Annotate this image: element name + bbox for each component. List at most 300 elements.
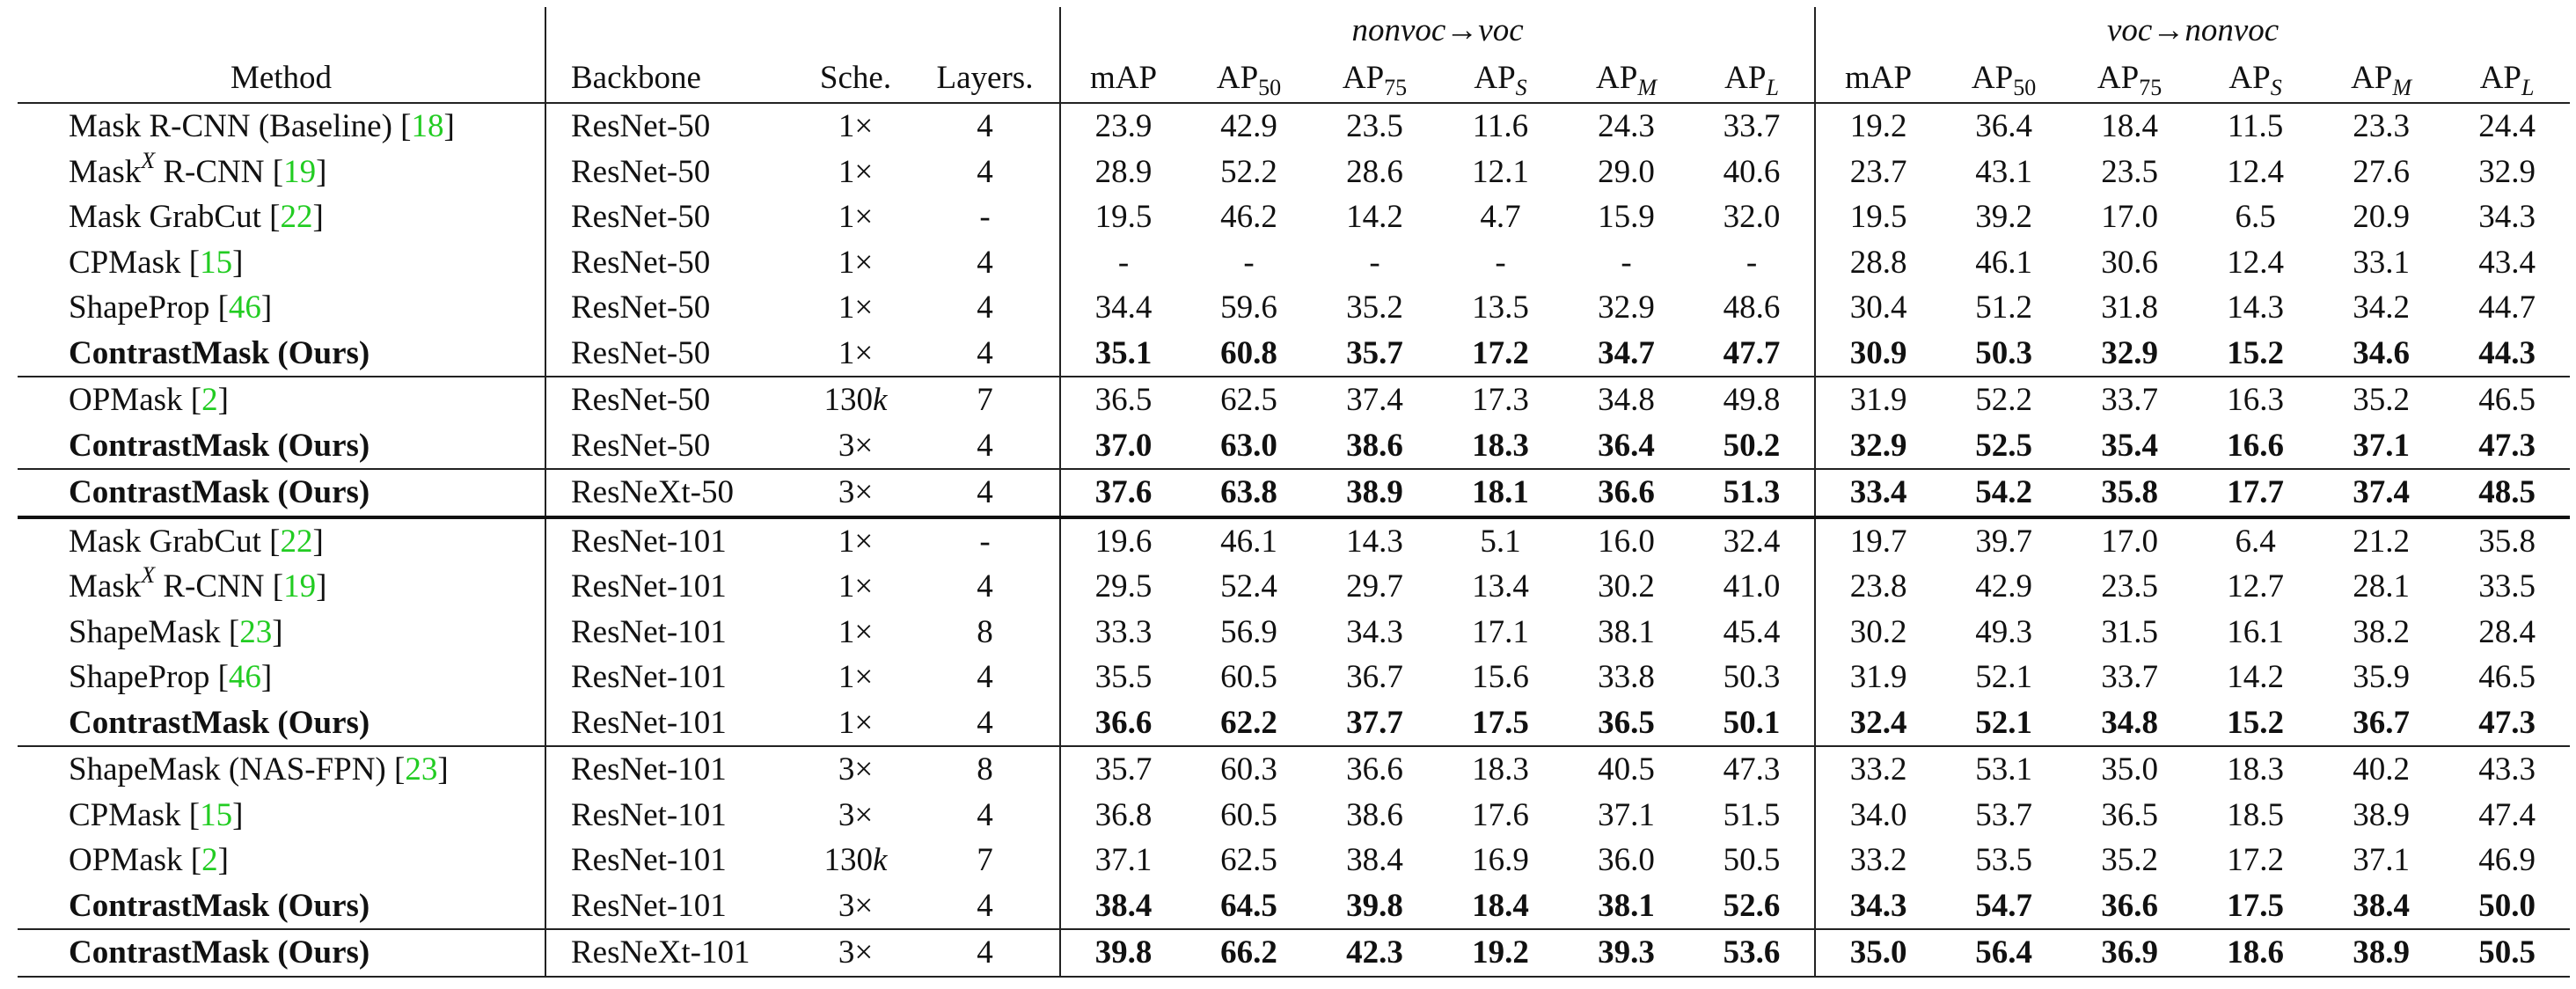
metric-value: 49.8	[1689, 377, 1815, 423]
metric-value: 36.6	[1563, 469, 1689, 517]
metric-value: 33.5	[2478, 568, 2536, 605]
backbone-cell: ResNeXt-50	[545, 469, 801, 517]
metric-value: 51.3	[1689, 469, 1815, 517]
metric-value: 66.2	[1186, 929, 1312, 977]
header-blank-cell	[801, 7, 911, 55]
header-metric: mAP	[1060, 55, 1186, 103]
metric-value: 30.6	[2101, 244, 2158, 281]
metric-value: -	[1060, 240, 1186, 286]
metric-value: 23.7	[1815, 150, 1941, 195]
results-table	[18, 7, 2570, 978]
metric-value: 46.5	[2478, 659, 2536, 696]
header-metric: $AP_M$	[2318, 55, 2444, 103]
method-cell	[18, 700, 545, 747]
header-group-row	[18, 7, 2570, 55]
schedule-cell: 1×	[838, 613, 874, 650]
schedule-cell: 1×	[838, 153, 874, 190]
metric-value: 54.2	[1941, 469, 2067, 517]
metric-value: 35.9	[2353, 659, 2410, 696]
table-row	[18, 469, 2570, 517]
method-cell: ShapeProp [46]	[69, 289, 273, 326]
table-row	[18, 331, 2570, 377]
metric-value: 30.9	[1815, 331, 1941, 377]
backbone-cell: ResNet-50	[545, 423, 801, 470]
metric-value: 37.1	[2353, 427, 2410, 464]
metric-value: 50.3	[1975, 334, 2032, 371]
layers-cell: 7	[977, 842, 993, 879]
metric-value: 35.4	[2101, 427, 2158, 464]
backbone-cell: ResNet-50	[545, 194, 801, 240]
metric-value: 38.1	[1598, 613, 1655, 650]
layers-cell: 4	[977, 704, 993, 741]
backbone-cell: ResNet-50	[545, 103, 801, 150]
metric-value: 15.9	[1598, 199, 1655, 236]
metric-value: 35.2	[2318, 377, 2444, 423]
metric-value: 36.8	[1060, 793, 1186, 839]
layers-cell: 4	[977, 244, 993, 281]
table-row	[18, 564, 2570, 610]
method-cell: ShapeMask (NAS-FPN) [23]	[18, 746, 545, 793]
metric-value: 15.6	[1472, 659, 1529, 696]
header-blank-cell	[911, 7, 1060, 55]
metric-value: 12.4	[2227, 244, 2284, 281]
citation-link[interactable]: 22	[280, 523, 313, 560]
schedule-cell: 1×	[801, 517, 911, 565]
method-name: ContrastMask (Ours)	[69, 934, 370, 971]
metric-value: 33.7	[2067, 377, 2192, 423]
schedule-cell: 1×	[838, 199, 874, 236]
group-label-voc-to-nonvoc: voc→nonvoc	[1815, 7, 2570, 55]
layers-cell: 4	[977, 659, 993, 696]
metric-value: 33.7	[2101, 659, 2158, 696]
header-method: Method	[18, 55, 545, 103]
metric-value: 13.4	[1472, 568, 1529, 605]
metric-value: 53.1	[1941, 746, 2067, 793]
metric-value: 50.5	[1723, 842, 1781, 879]
metric-value: 31.9	[1815, 377, 1941, 423]
metric-value: 38.9	[1312, 469, 1438, 517]
metric-value: 40.2	[2318, 746, 2444, 793]
method-name: Mask	[69, 153, 142, 190]
header-backbone: Backbone	[545, 55, 801, 103]
method-name: CPMask	[69, 796, 181, 833]
metric-value: 35.8	[2444, 517, 2570, 565]
backbone-cell: ResNet-50	[545, 240, 801, 286]
backbone-cell: ResNet-101	[545, 610, 801, 656]
metric-value: 17.7	[2192, 469, 2318, 517]
metric-value: 34.8	[2101, 704, 2158, 741]
layers-cell: 4	[911, 469, 1060, 517]
metric-value: 53.7	[1975, 796, 2032, 833]
method-name: Mask GrabCut	[69, 199, 261, 236]
metric-value: 18.1	[1438, 469, 1563, 517]
metric-value: 23.8	[1815, 564, 1941, 610]
citation-link[interactable]: 46	[228, 659, 261, 696]
method-name: Mask R-CNN (Baseline)	[69, 108, 392, 145]
metric-value: 15.2	[2227, 704, 2284, 741]
table-row	[18, 883, 2570, 930]
metric-value: 30.2	[1598, 568, 1655, 605]
metric-value: 52.1	[1975, 659, 2032, 696]
layers-cell: 4	[977, 427, 993, 464]
schedule-cell: 130k	[801, 377, 911, 423]
metric-value: 16.3	[2192, 377, 2318, 423]
layers-cell: 8	[911, 746, 1060, 793]
method-name: ContrastMask (Ours)	[69, 887, 370, 924]
metric-value: 47.3	[2478, 704, 2536, 741]
method-cell	[18, 929, 545, 977]
metric-value: 19.2	[1815, 103, 1941, 150]
layers-cell: 4	[977, 289, 993, 326]
metric-value: 38.6	[1346, 796, 1403, 833]
metric-value: 47.3	[2478, 427, 2536, 464]
metric-value: 29.0	[1598, 153, 1655, 190]
metric-value: 63.0	[1220, 427, 1277, 464]
method-name: OPMask	[69, 382, 183, 419]
metric-value: 6.5	[2235, 199, 2276, 236]
backbone-cell: ResNet-50	[545, 285, 801, 331]
metric-value: 47.4	[2478, 796, 2536, 833]
citation-link[interactable]: 23	[405, 751, 438, 788]
method-name: ContrastMask (Ours)	[69, 474, 370, 511]
metric-value: 35.1	[1060, 331, 1186, 377]
table-row	[18, 517, 2570, 565]
metric-value: 23.5	[1346, 108, 1403, 145]
metric-value: 34.3	[1815, 883, 1941, 930]
schedule-cell: 3×	[838, 887, 874, 924]
metric-value: 6.4	[2192, 517, 2318, 565]
metric-value: 36.4	[1598, 427, 1655, 464]
layers-cell: 4	[977, 153, 993, 190]
metric-value: 34.3	[1346, 613, 1403, 650]
citation-link[interactable]: 15	[200, 796, 233, 833]
metric-value: 35.8	[2067, 469, 2192, 517]
metric-value: 36.7	[2353, 704, 2410, 741]
metric-value: 24.4	[2478, 108, 2536, 145]
backbone-cell: ResNet-101	[545, 700, 801, 747]
metric-value: 17.0	[2101, 199, 2158, 236]
method-name: ShapeProp	[69, 659, 210, 696]
citation-link[interactable]: 19	[283, 568, 317, 605]
table-row	[18, 838, 2570, 883]
metric-value: 18.4	[1472, 887, 1529, 924]
metric-value: 40.5	[1563, 746, 1689, 793]
metric-value: 28.1	[2353, 568, 2410, 605]
citation-link[interactable]: 22	[280, 199, 313, 236]
metric-value: 36.5	[1598, 704, 1655, 741]
metric-value: 38.9	[2353, 796, 2410, 833]
layers-cell: 7	[911, 377, 1060, 423]
metric-value: 52.1	[1975, 704, 2032, 741]
schedule-cell: 1×	[838, 659, 874, 696]
citation-link[interactable]: 46	[228, 289, 261, 326]
metric-value: 35.7	[1346, 334, 1403, 371]
metric-value: 35.0	[2067, 746, 2192, 793]
metric-value: 53.5	[1975, 842, 2032, 879]
metric-value: 48.5	[2444, 469, 2570, 517]
metric-value: 30.2	[1815, 610, 1941, 656]
metric-value: 60.3	[1186, 746, 1312, 793]
metric-value: 34.8	[1563, 377, 1689, 423]
method-cell: ShapeProp [46]	[69, 659, 273, 696]
metric-value: 62.5	[1186, 377, 1312, 423]
metric-value: 39.8	[1346, 887, 1403, 924]
table-row	[18, 194, 2570, 240]
metric-value: 60.5	[1220, 659, 1277, 696]
method-name: ContrastMask (Ours)	[69, 334, 370, 371]
header-metric: $AP_M$	[1563, 55, 1689, 103]
metric-value: 11.6	[1472, 108, 1529, 145]
metric-value: 40.6	[1723, 153, 1781, 190]
backbone-cell: ResNet-101	[545, 517, 801, 565]
layers-cell: -	[911, 517, 1060, 565]
metric-value: 34.2	[2353, 289, 2410, 326]
metric-value: 36.6	[2101, 887, 2158, 924]
header-metric: $AP_{50}$	[1941, 55, 2067, 103]
metric-value: 16.9	[1472, 842, 1529, 879]
metric-value: 30.4	[1815, 285, 1941, 331]
metric-value: 44.7	[2478, 289, 2536, 326]
metric-value: 27.6	[2353, 153, 2410, 190]
metric-value: 37.1	[2353, 842, 2410, 879]
method-cell: Mask$^X$ R-CNN [19]	[69, 147, 327, 190]
metric-value: 51.2	[1975, 289, 2032, 326]
metric-value: 23.5	[2101, 153, 2158, 190]
metric-value: 33.3	[1060, 610, 1186, 656]
metric-value: -	[1243, 244, 1255, 281]
metric-value: 46.9	[2478, 842, 2536, 879]
metric-value: 33.7	[1723, 108, 1781, 145]
metric-value: 4.7	[1480, 199, 1521, 236]
metric-value: 34.7	[1598, 334, 1655, 371]
metric-value: 38.4	[2353, 887, 2410, 924]
schedule-cell: 1×	[838, 568, 874, 605]
metric-value: 17.1	[1472, 613, 1529, 650]
header-metric: mAP	[1815, 55, 1941, 103]
metric-value: 39.3	[1563, 929, 1689, 977]
layers-cell: 4	[977, 108, 993, 145]
metric-value: 56.4	[1941, 929, 2067, 977]
schedule-cell: 3×	[801, 746, 911, 793]
backbone-cell: ResNet-101	[545, 838, 801, 883]
metric-value: 17.5	[2227, 887, 2284, 924]
metric-value: 50.0	[2478, 887, 2536, 924]
header-metric: $AP_{75}$	[1312, 55, 1438, 103]
metric-value: -	[1745, 244, 1758, 281]
metric-value: 52.2	[1220, 153, 1277, 190]
metric-value: 18.6	[2192, 929, 2318, 977]
metric-value: 19.6	[1060, 517, 1186, 565]
layers-cell: 4	[977, 887, 993, 924]
header-metric: $AP_S$	[1438, 55, 1563, 103]
method-cell: CPMask [15]	[69, 244, 244, 281]
table-row	[18, 700, 2570, 747]
table-row	[18, 746, 2570, 793]
metric-value: 45.4	[1723, 613, 1781, 650]
schedule-cell: 1×	[838, 289, 874, 326]
citation-link[interactable]: 2	[201, 382, 218, 419]
metric-value: 37.4	[1312, 377, 1438, 423]
header-metric: $AP_L$	[1689, 55, 1815, 103]
metric-value: 31.5	[2101, 613, 2158, 650]
metric-value: 12.1	[1472, 153, 1529, 190]
metric-value: 38.4	[1346, 842, 1403, 879]
metric-value: 24.3	[1598, 108, 1655, 145]
metric-value: 37.1	[1060, 838, 1186, 883]
metric-value: 14.2	[1346, 199, 1403, 236]
metric-value: 42.3	[1312, 929, 1438, 977]
backbone-cell: ResNet-50	[545, 377, 801, 423]
metric-value: 19.7	[1815, 517, 1941, 565]
metric-value: 48.6	[1723, 289, 1781, 326]
method-cell: OPMask [2]	[18, 377, 545, 423]
header-blank-cell	[18, 7, 545, 55]
method-cell: Mask GrabCut [22]	[69, 199, 324, 236]
metric-value: 14.2	[2227, 659, 2284, 696]
metric-value: 18.5	[2227, 796, 2284, 833]
metric-value: 37.1	[1598, 796, 1655, 833]
schedule-cell: 3×	[801, 929, 911, 977]
metric-value: 36.6	[1312, 746, 1438, 793]
backbone-cell: ResNet-101	[545, 883, 801, 930]
metric-value: 29.5	[1060, 564, 1186, 610]
metric-value: 5.1	[1438, 517, 1563, 565]
metric-value: 63.8	[1186, 469, 1312, 517]
metric-value: 51.5	[1723, 796, 1781, 833]
metric-value: 19.5	[1815, 194, 1941, 240]
table-row	[18, 793, 2570, 839]
metric-value: 38.6	[1346, 427, 1403, 464]
citation-link[interactable]: 15	[200, 244, 233, 281]
schedule-cell: 3×	[838, 796, 874, 833]
metric-value: 46.1	[1186, 517, 1312, 565]
metric-value: 17.2	[2227, 842, 2284, 879]
method-cell: Mask R-CNN (Baseline) [18]	[69, 108, 455, 145]
metric-value: 43.4	[2478, 244, 2536, 281]
metric-value: 38.1	[1598, 887, 1655, 924]
layers-cell: 8	[977, 613, 993, 650]
metric-value: -	[1369, 244, 1380, 281]
metric-value: 16.1	[2227, 613, 2284, 650]
metric-value: 13.5	[1472, 289, 1529, 326]
metric-value: 18.3	[1438, 746, 1563, 793]
metric-value: 32.9	[1815, 423, 1941, 470]
method-name: Mask	[69, 568, 142, 605]
metric-value: 41.0	[1723, 568, 1781, 605]
metric-value: 31.8	[2101, 289, 2158, 326]
metric-value: 33.1	[2353, 244, 2410, 281]
table-row	[18, 610, 2570, 656]
metric-value: 52.5	[1975, 427, 2032, 464]
table-row	[18, 103, 2570, 150]
metric-value: 38.4	[1060, 883, 1186, 930]
metric-value: 50.2	[1723, 427, 1781, 464]
backbone-cell: ResNet-101	[545, 655, 801, 700]
header-metric: $AP_S$	[2192, 55, 2318, 103]
metric-value: 46.5	[2444, 377, 2570, 423]
header-sche: Sche.	[801, 55, 911, 103]
citation-link[interactable]: 19	[283, 153, 317, 190]
backbone-cell: ResNeXt-101	[545, 929, 801, 977]
metric-value: 34.4	[1060, 285, 1186, 331]
metric-value: -	[1495, 244, 1506, 281]
metric-value: 52.4	[1220, 568, 1277, 605]
metric-value: 23.5	[2101, 568, 2158, 605]
metric-value: 38.9	[2318, 929, 2444, 977]
metric-value: 34.6	[2353, 334, 2410, 371]
metric-value: 62.5	[1220, 842, 1277, 879]
method-cell	[18, 423, 545, 470]
citation-link[interactable]: 2	[201, 842, 218, 879]
metric-value: 49.3	[1975, 613, 2032, 650]
citation-link[interactable]: 23	[239, 613, 273, 650]
metric-value: 53.6	[1689, 929, 1815, 977]
metric-value: 12.7	[2227, 568, 2284, 605]
metric-value: 23.3	[2353, 108, 2410, 145]
metric-value: 29.7	[1346, 568, 1403, 605]
citation-link[interactable]: 18	[411, 108, 444, 145]
header-layers: Layers.	[911, 55, 1060, 103]
header-metric: $AP_{75}$	[2067, 55, 2192, 103]
header-row	[18, 55, 2570, 103]
table-row	[18, 929, 2570, 977]
header-metric: $AP_L$	[2444, 55, 2570, 103]
metric-value: 32.9	[2478, 153, 2536, 190]
metric-value: 54.7	[1975, 887, 2032, 924]
table-row	[18, 377, 2570, 423]
metric-value: 33.2	[1815, 746, 1941, 793]
metric-value: 50.1	[1723, 704, 1781, 741]
metric-value: 39.8	[1060, 929, 1186, 977]
schedule-cell: 1×	[838, 704, 874, 741]
metric-value: 21.2	[2318, 517, 2444, 565]
metric-value: 18.3	[1472, 427, 1529, 464]
metric-value: 34.0	[1815, 793, 1941, 839]
metric-value: 37.0	[1060, 423, 1186, 470]
metric-value: 16.6	[2227, 427, 2284, 464]
metric-value: 28.6	[1346, 153, 1403, 190]
metric-value: 19.5	[1060, 194, 1186, 240]
method-cell: OPMask [2]	[69, 842, 229, 879]
method-cell	[18, 331, 545, 377]
metric-value: 36.9	[2067, 929, 2192, 977]
metric-value: 16.0	[1563, 517, 1689, 565]
method-superscript: X	[141, 147, 156, 173]
schedule-cell: 1×	[838, 108, 874, 145]
method-cell: Mask$^X$ R-CNN [19]	[69, 562, 327, 605]
metric-value: 56.9	[1220, 613, 1277, 650]
schedule-cell: 3×	[838, 427, 874, 464]
metric-value: 17.0	[2067, 517, 2192, 565]
group-label-nonvoc-to-voc: nonvoc→voc	[1060, 7, 1815, 55]
table-row	[18, 240, 2570, 286]
metric-value: 43.1	[1975, 153, 2032, 190]
metric-value: 60.8	[1220, 334, 1277, 371]
metric-value: 18.3	[2192, 746, 2318, 793]
metric-value: 39.7	[1941, 517, 2067, 565]
metric-value: 36.5	[2101, 796, 2158, 833]
metric-value: 50.5	[2444, 929, 2570, 977]
metric-value: 50.3	[1723, 659, 1781, 696]
metric-value: 18.4	[2101, 108, 2158, 145]
schedule-cell: 3×	[801, 469, 911, 517]
method-cell: Mask GrabCut [22]	[18, 517, 545, 565]
method-name: ShapeProp	[69, 289, 210, 326]
backbone-cell: ResNet-50	[545, 331, 801, 377]
metric-value: 17.5	[1472, 704, 1529, 741]
metric-value: 64.5	[1220, 887, 1277, 924]
backbone-cell: ResNet-101	[545, 746, 801, 793]
